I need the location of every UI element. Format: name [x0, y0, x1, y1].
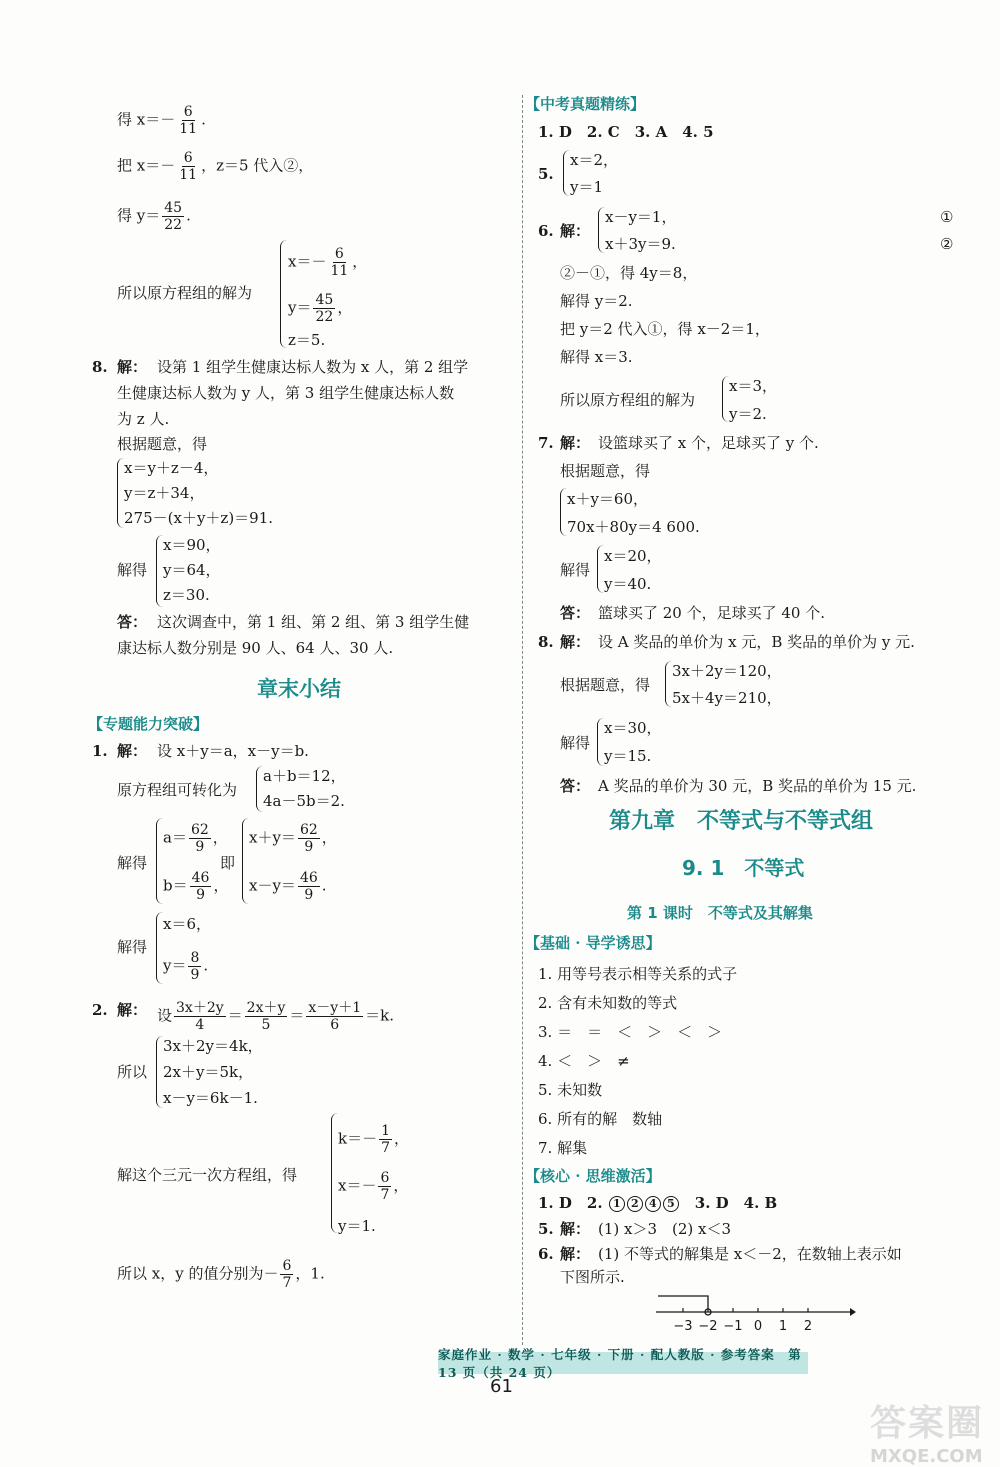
equation-line: 3x＋2y＝120，: [672, 662, 782, 680]
equation-line: x＋y＝60，: [567, 490, 649, 508]
text-line: 这次调查中，第 1 组、第 2 组、第 3 组学生健: [157, 613, 470, 631]
answer-label: 答：: [117, 613, 148, 631]
section-header: 【 基础 · 导学诱思 】: [525, 932, 661, 953]
equation-line: 3x＋2y＝4k，: [163, 1037, 263, 1055]
answer-label: 解：: [117, 358, 148, 376]
list-item: 6. 所有的解 数轴: [538, 1110, 663, 1128]
equation-line: k＝－ $\frac{1}{7}$ ，: [338, 1123, 410, 1156]
question-number: 5.: [538, 165, 554, 183]
tick-label: 1: [778, 1319, 788, 1334]
section-header: 【 中考真题精练 】: [525, 93, 645, 114]
equation-line: y＝ $\frac{45}{22}$ ，: [288, 292, 353, 325]
equation-mark: ①: [940, 208, 954, 226]
text-line: 根据题意，得: [117, 435, 208, 453]
equation-line: x－y＝ $\frac{46}{9}$ .: [249, 870, 327, 903]
number-line: [650, 1290, 860, 1335]
equation-line: 设 $\frac{3x+2y}{4}$ ＝ $\frac{2x+y}{5}$ ＝ $\frac{x-y+1}{6}$ ＝k.: [157, 1000, 394, 1033]
list-item: 2. 含有未知数的等式: [538, 994, 678, 1012]
section-title: 9. 1 不等式: [682, 856, 805, 880]
text-line: 生健康达标人数为 y 人，第 3 组学生健康达标人数: [117, 384, 455, 402]
equation-line: b＝ $\frac{46}{9}$ ，: [163, 870, 229, 903]
text-line: 原方程组可转化为: [117, 781, 238, 799]
equation-line: a＝ $\frac{62}{9}$ ，: [163, 822, 228, 855]
equation-line: y＝z＋34，: [124, 484, 205, 502]
tick-label: 2: [803, 1319, 813, 1334]
equation-line: 2x＋y＝5k，: [163, 1063, 254, 1081]
brace: [156, 535, 163, 607]
equation-line: 5x＋4y＝210，: [672, 689, 782, 707]
brace: [563, 150, 570, 196]
answer-label: 答：: [560, 604, 591, 622]
answer-label: 解：: [117, 742, 148, 760]
brace: [722, 376, 729, 422]
text-line: 下图所示.: [560, 1268, 625, 1286]
tick-label: −3: [673, 1319, 693, 1334]
section-header: 【 专题能力突破 】: [88, 713, 208, 734]
text-line: 解得: [117, 854, 148, 872]
text-line: (1) 不等式的解集是 x＜－2，在数轴上表示如: [598, 1245, 902, 1263]
equation-line: x＋3y＝9.: [605, 235, 676, 253]
brace: [156, 912, 163, 984]
text-line: 解得: [560, 734, 591, 752]
text-line: 设 A 奖品的单价为 x 元，B 奖品的单价为 y 元.: [598, 633, 915, 651]
text-line: 所以: [117, 1063, 148, 1081]
text-line: 设篮球买了 x 个，足球买了 y 个.: [598, 434, 819, 452]
fraction: $\frac{45}{22}$: [164, 200, 183, 233]
section-header: 【 核心 · 思维激活 】: [525, 1165, 661, 1186]
question-number: 6.: [538, 1245, 554, 1263]
question-number: 1.: [92, 742, 108, 760]
text-line: A 奖品的单价为 30 元，B 奖品的单价为 15 元.: [598, 777, 917, 795]
answer-label: 解：: [560, 1245, 591, 1263]
brace: [280, 240, 287, 348]
equation-line: 275－(x＋y＋z)＝91.: [124, 509, 274, 527]
list-item: 1. 用等号表示相等关系的式子: [538, 965, 738, 983]
text-line: ②－①，得 4y＝8，: [560, 264, 698, 282]
equation-line: z＝5.: [288, 331, 326, 349]
section-title: 章末小结: [257, 677, 341, 701]
watermark-logo: 答案圈: [870, 1403, 985, 1444]
equation-line: x－y＝1，: [605, 208, 677, 226]
answer-label: 解：: [560, 633, 591, 651]
equation-line: y＝2.: [729, 405, 767, 423]
list-item: 5. 未知数: [538, 1081, 603, 1099]
question-number: 8.: [538, 633, 554, 651]
equation-line: x＝30，: [604, 719, 662, 737]
list-item: 4. ＜ ＞ ≠: [538, 1052, 630, 1070]
text-line: 解得 y＝2.: [560, 292, 633, 310]
tick-label: 0: [753, 1319, 763, 1334]
tick-label: −1: [723, 1319, 743, 1334]
equation-line: x＝－ $\frac{6}{11}$ ，: [288, 246, 368, 279]
text-line: 篮球买了 20 个，足球买了 40 个.: [598, 604, 826, 622]
equation-line: x＝3，: [729, 377, 778, 395]
fraction: $\frac{6}{11}$: [179, 150, 198, 183]
text-line: (1) x＞3 (2) x＜3: [598, 1220, 732, 1238]
footer-bar: 家庭作业 · 数学 · 七年级 · 下册 · 配人教版 · 参考答案 第 13 页（共 24 页）: [438, 1352, 808, 1374]
column-divider: [522, 95, 523, 1345]
brace: [256, 766, 263, 812]
text-line: 解得: [117, 561, 148, 579]
text-line: 解得 x＝3.: [560, 348, 633, 366]
list-item: 3. ＝ ＝ ＜ ＞ ＜ ＞: [538, 1023, 723, 1041]
text-line: 设第 1 组学生健康达标人数为 x 人，第 2 组学: [157, 358, 469, 376]
text-line: 根据题意，得: [560, 676, 651, 694]
equation-line: 70x＋80y＝4 600.: [567, 518, 700, 536]
text-line: 设 x＋y＝a，x－y＝b.: [157, 742, 309, 760]
equation-line: y＝15.: [604, 747, 652, 765]
equation-line: y＝64，: [163, 561, 221, 579]
text-line: 所以原方程组的解为: [560, 391, 696, 409]
text-line: 即: [220, 854, 236, 872]
answer-label: 解：: [117, 1001, 148, 1019]
text-line: 1. D 2. C 3. A 4. 5: [538, 123, 714, 141]
equation-line: y＝ $\frac{8}{9}$ .: [163, 950, 209, 983]
text-line: 得 y＝ $\frac{45}{22}$ .: [117, 200, 191, 233]
text-line: 把 x＝－ $\frac{6}{11}$ ，z＝5 代入②，: [117, 150, 314, 183]
text-line: 1. D 2. 1 2 4 5 3. D 4. B: [538, 1194, 778, 1212]
equation-line: z＝30.: [163, 586, 210, 604]
equation-line: a＋b＝12，: [263, 767, 346, 785]
answer-label: 解：: [560, 434, 591, 452]
equation-line: x－y＝6k－1.: [163, 1089, 258, 1107]
text-line: 得 x＝－ $\frac{6}{11}$ .: [117, 104, 206, 137]
equation-line: x＝－ $\frac{6}{7}$ ，: [338, 1170, 409, 1203]
watermark-site: MXQE.COM: [870, 1446, 983, 1467]
text-line: 所以 x，y 的值分别为－ $\frac{6}{7}$ ，1.: [117, 1258, 325, 1291]
text-line: 为 z 人.: [117, 410, 170, 428]
brace: [598, 207, 605, 253]
brace: [331, 1113, 338, 1233]
tick-label: −2: [698, 1319, 718, 1334]
brace: [117, 458, 124, 528]
text-line: 解这个三元一次方程组，得: [117, 1166, 298, 1184]
question-number: 2.: [92, 1001, 108, 1019]
axis-arrow: [850, 1308, 856, 1316]
question-number: 7.: [538, 434, 554, 452]
equation-line: x＝y＋z－4，: [124, 459, 219, 477]
equation-line: x＝20，: [604, 547, 662, 565]
brace: [597, 545, 604, 593]
brace: [665, 661, 672, 707]
fraction: $\frac{6}{11}$: [179, 104, 198, 137]
chapter-title: 第九章 不等式与不等式组: [609, 809, 874, 834]
answer-label: 答：: [560, 777, 591, 795]
equation-line: y＝40.: [604, 575, 652, 593]
equation-line: x＝6，: [163, 915, 212, 933]
list-item: 7. 解集: [538, 1139, 588, 1157]
question-number: 5.: [538, 1220, 554, 1238]
text-line: 把 y＝2 代入①，得 x－2＝1，: [560, 320, 770, 338]
equation-line: x＋y＝ $\frac{62}{9}$ ，: [249, 822, 337, 855]
brace: [560, 488, 567, 536]
question-number: 6.: [538, 222, 554, 240]
equation-line: x＝90，: [163, 536, 221, 554]
equation-line: x＝2，: [570, 151, 619, 169]
watermark: [870, 1395, 990, 1467]
brace: [156, 1036, 163, 1108]
equation-line: y＝1: [570, 178, 604, 196]
equation-mark: ②: [940, 235, 954, 253]
text-line: 解得: [117, 938, 148, 956]
brace: [242, 818, 249, 904]
text-line: 康达标人数分别是 90 人、64 人、30 人.: [117, 639, 394, 657]
lesson-title: 第 1 课时 不等式及其解集: [627, 904, 813, 922]
equation-line: 4a－5b＝2.: [263, 792, 345, 810]
text-line: 所以原方程组的解为: [117, 284, 253, 302]
answer-label: 解：: [560, 1220, 591, 1238]
brace: [156, 818, 163, 904]
brace: [597, 718, 604, 766]
text-line: 根据题意，得: [560, 462, 651, 480]
question-number: 8.: [92, 358, 108, 376]
answer-label: 解：: [560, 222, 591, 240]
equation-line: y＝1.: [338, 1217, 376, 1235]
text-line: 解得: [560, 561, 591, 579]
page-number: 61: [490, 1376, 513, 1397]
